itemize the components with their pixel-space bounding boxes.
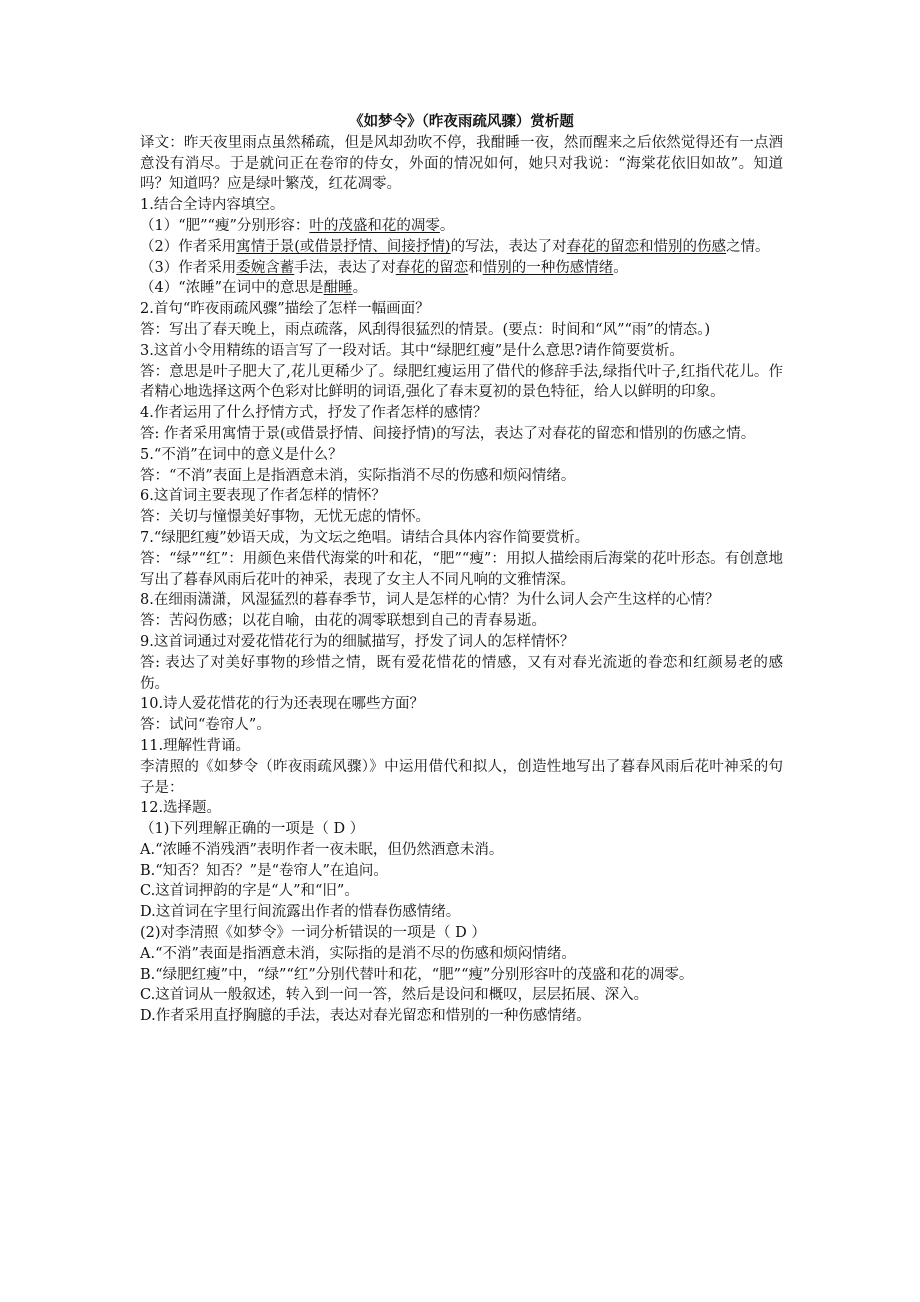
translation-paragraph: 译文：昨天夜里雨点虽然稀疏，但是风却劲吹不停，我酣睡一夜，然而醒来之后依然觉得还有一点酒意没有消尽。于是就问正在卷帘的侍女，外面的情况如何，她只对我说：“海棠花依旧如故”。知道吗？知道吗？应是绿叶繁茂，红花凋零。	[140, 134, 783, 193]
page-title: 《如梦令》（昨夜雨疏风骤）赏析题	[349, 113, 574, 130]
q1-s3-answer-2: 春花的留恋	[395, 259, 469, 276]
question-4: 4.作者运用了什么抒情方式，抒发了作者怎样的感情？	[140, 405, 488, 422]
q1-s2-text: （2）作者采用	[140, 238, 237, 255]
option-item: D.作者采用直抒胸臆的手法，表达对春光留恋和惜别的一种伤感情绪。	[140, 1008, 591, 1025]
q1-s3-answer-3: 惜别的一种伤感情绪	[482, 259, 614, 276]
question-1-item-2	[140, 237, 783, 258]
answer-3: 答：意思是叶子肥大了,花儿更稀少了。绿肥红瘦运用了借代的修辞手法,绿指代叶子,红指代花儿。作者精心地选择这两个色彩对比鲜明的词语,强化了春末夏初的景色特征，给人以鲜明的印象。	[140, 363, 783, 401]
q1-s4-answer: 酣睡	[323, 280, 353, 297]
question-1-item-4	[140, 278, 783, 299]
answer-7: 答：“绿”“红”：用颜色来借代海棠的叶和花，“肥”“瘦”：用拟人描绘雨后海棠的花叶形态。有创意地写出了暮春风雨后花叶的神采，表现了女主人不同凡响的文雅情深。	[140, 550, 783, 588]
document-page	[140, 112, 783, 1027]
option-item: C.这首词押韵的字是“人”和“旧”。	[140, 883, 359, 900]
q1-s1-end: 。	[439, 217, 455, 234]
q1-s2-answer-1: 寓情于景(或借景抒情、间接抒情)	[236, 238, 451, 255]
question-12-part-1-stem: （1)下列理解正确的一项是（ D ）	[140, 821, 365, 838]
q1-s1-text: （1）“肥”“瘦”分别形容：	[140, 217, 310, 234]
q1-s2-answer-2: 春花的留恋和惜别的伤感	[566, 238, 727, 255]
answer-4: 答: 作者采用寓情于景(或借景抒情、间接抒情)的写法，表达了对春花的留恋和惜别的伤感之情。	[140, 425, 756, 442]
question-9: 9.这首词通过对爱花惜花行为的细腻描写，抒发了词人的怎样情怀？	[140, 633, 575, 650]
q1-s3-mid-2: 和	[468, 259, 483, 276]
answer-6: 答：关切与憧憬美好事物，无忧无虑的情怀。	[140, 509, 430, 526]
option-item: B.“知否？知否？”是“卷帘人”在追问。	[140, 862, 388, 879]
answer-11: 李清照的《如梦令（昨夜雨疏风骤）》中运用借代和拟人，创造性地写出了暮春风雨后花叶神采的句子是：	[140, 758, 783, 796]
q1-s3-mid-1: 手法，表达了对	[294, 259, 396, 276]
question-12: 12.选择题。	[140, 800, 222, 817]
answer-10: 答：试问“卷帘人”。	[140, 717, 271, 734]
q1-s4-text: （4）“浓睡”在词中的意思是	[140, 280, 324, 297]
question-8: 8.在细雨潇潇，风湿猛烈的暮春季节，词人是怎样的心情？为什么词人会产生这样的心情？	[140, 592, 720, 609]
question-3: 3.这首小令用精练的语言写了一段对话。其中“绿肥红瘦”是什么意思?请作简要赏析。	[140, 342, 684, 359]
question-1-item-3	[140, 258, 783, 279]
question-11: 11.理解性背诵。	[140, 737, 251, 754]
option-item: D.这首词在字里行间流露出作者的惜春伤感情绪。	[140, 904, 461, 921]
question-1-item-1	[140, 216, 783, 237]
option-item: A.“浓睡不消残酒”表明作者一夜未眠，但仍然酒意未消。	[140, 841, 504, 858]
q1-s3-answer-1: 委婉含蓄	[236, 259, 295, 276]
question-5: 5.“不消”在词中的意义是什么？	[140, 446, 343, 463]
question-2: 2.首句“昨夜雨疏风骤”描绘了怎样一幅画面？	[140, 301, 430, 318]
option-item: A.“不消”表面是指酒意未消，实际指的是消不尽的伤感和烦闷情绪。	[140, 945, 576, 962]
question-6: 6.这首词主要表现了作者怎样的情怀？	[140, 488, 386, 505]
question-1-title: 1.结合全诗内容填空。	[140, 197, 285, 214]
question-12-part-2-stem: (2)对李清照《如梦令》一词分析错误的一项是（ D ）	[140, 925, 486, 942]
answer-2: 答：写出了春天晚上，雨点疏落，风刮得很猛烈的情景。(要点：时间和“风”“雨”的情态。)	[140, 321, 711, 338]
option-item: B.“绿肥红瘦”中，“绿”“红”分别代替叶和花，“肥”“瘦”分别形容叶的茂盛和花的凋零。	[140, 966, 694, 983]
q1-s2-mid: 的写法，表达了对	[450, 238, 567, 255]
answer-9: 答: 表达了对美好事物的珍惜之情，既有爱花惜花的情感，又有对春光流逝的眷恋和红颜易老的感伤。	[140, 654, 783, 692]
question-10: 10.诗人爱花惜花的行为还表现在哪些方面？	[140, 696, 425, 713]
option-item: C.这首词从一般叙述，转入到一问一答，然后是设问和概叹，层层拓展、深入。	[140, 987, 649, 1004]
q1-s3-text: （3）作者采用	[140, 259, 237, 276]
answer-5: 答：“不消”表面上是指酒意未消，实际指消不尽的伤感和烦闷情绪。	[140, 467, 576, 484]
q1-s1-answer: 叶的茂盛和花的凋零	[309, 217, 440, 234]
q1-s4-end: 。	[352, 280, 368, 297]
q1-s3-end: 。	[613, 259, 628, 276]
question-7: 7.“绿肥红瘦”妙语天成，为文坛之绝唱。请结合具体内容作简要赏析。	[140, 529, 590, 546]
answer-8: 答：苦闷伤感；以花自喻，由花的凋零联想到自己的青春易逝。	[140, 613, 546, 630]
q1-s2-end: 之情。	[726, 238, 770, 255]
